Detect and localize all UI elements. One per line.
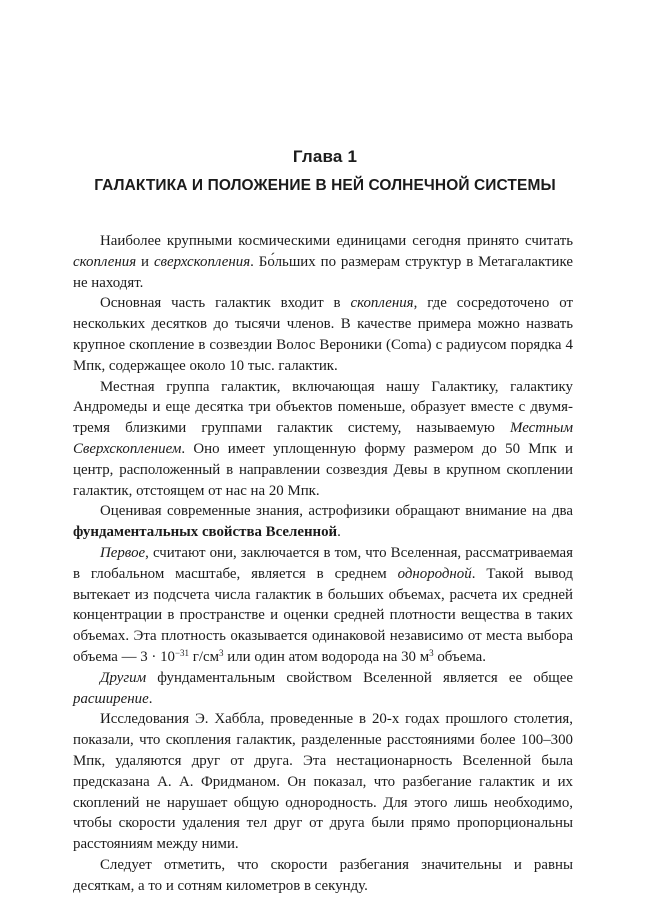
paragraph-2: Основная часть галактик входит в скопления, где сосредоточено от нескольких десятков до тысячи членов. В качестве примера можно назвать крупное скопление в созвездии Волос Вероники (Coma) с радиусом порядка 4 Мпк, содержащее около 10 тыс. галактик. (73, 295, 573, 374)
paragraph-7: Исследования Э. Хаббла, проведенные в 20-х годах прошлого столетия, показали, что скопления галактик, разделенные расстояниями более 100–300 Мпк, удаляются друг от друга. Эта нестационарность Вселенной была предсказана А. А. Фридманом. Он показал, что разбегание галактик и их скоплений не нарушает общую однородность. Для этого лишь необходимо, чтобы скорости удаления тел друг от друга были прямо пропорциональны расстояниям между ними. (73, 711, 573, 853)
term-homogeneous: однородной (397, 565, 472, 582)
paragraph-5: Первое, считают они, заключается в том, что Вселенная, рассматриваемая в глобальном масштабе, является в среднем однородной. Такой вывод вытекает из подсчета числа галактик в больших объемах, расчета их средней концентрации в пространстве и оценки средней плотности вещества в таких объемах. Эта плотность оказывается одинаковой независимо от места выбора объема — $3 \cdot 10^{-31}$ $г/см^3$ или один атом водорода на 30 $м^3$ объема. (73, 544, 574, 665)
paragraph-1: Наиболее крупными космическими единицами сегодня принято считать скопления и сверхскопления. Бо́льших по размерам структур в Метагалактике не находят. (73, 233, 574, 291)
chapter-body (73, 231, 573, 897)
paragraph-8: Следует отметить, что скорости разбегания значительны и равны десяткам, а то и сотням километров в секунду. (73, 856, 573, 894)
paragraph-3: Местная группа галактик, включающая нашу Галактику, галактику Андромеды и еще десятка три объектов поменьше, образует вместе с двумя-тремя близкими группами галактик систему, называемую Местным Сверхскоплением. Оно имеет уплощенную форму размером до 50 Мпк и центр, расположенный в направлении созвездия Девы в крупном скоплении галактик, отстоящем от нас на 20 Мпк. (73, 378, 573, 499)
term-superclusters: сверхскопления (153, 253, 251, 270)
paragraph-4: Оценивая современные знания, астрофизики обращают внимание на два фундаментальных свойства Вселенной. (73, 503, 573, 541)
exponent: 3 (219, 647, 224, 658)
term-first: Первое (100, 544, 146, 561)
term-second: Другим (100, 669, 147, 686)
term-clusters: скопления (350, 295, 414, 312)
exponent: −31 (174, 647, 190, 658)
chapter-title: ГАЛАКТИКА И ПОЛОЖЕНИЕ В НЕЙ СОЛНЕЧНОЙ СИСТЕМЫ (94, 177, 556, 194)
term-expansion: расширение (73, 690, 149, 707)
paragraph-6: Другим фундаментальным свойством Вселенной является ее общее расширение. (73, 669, 573, 707)
exponent: 3 (429, 647, 434, 658)
term-local-supercluster: Местным Сверхскоплением (73, 420, 573, 457)
chapter-number: Глава 1 (292, 147, 358, 166)
term-clusters: скопления (73, 253, 137, 270)
term-fundamental-properties: фундаментальных свойства Вселенной (73, 524, 338, 541)
